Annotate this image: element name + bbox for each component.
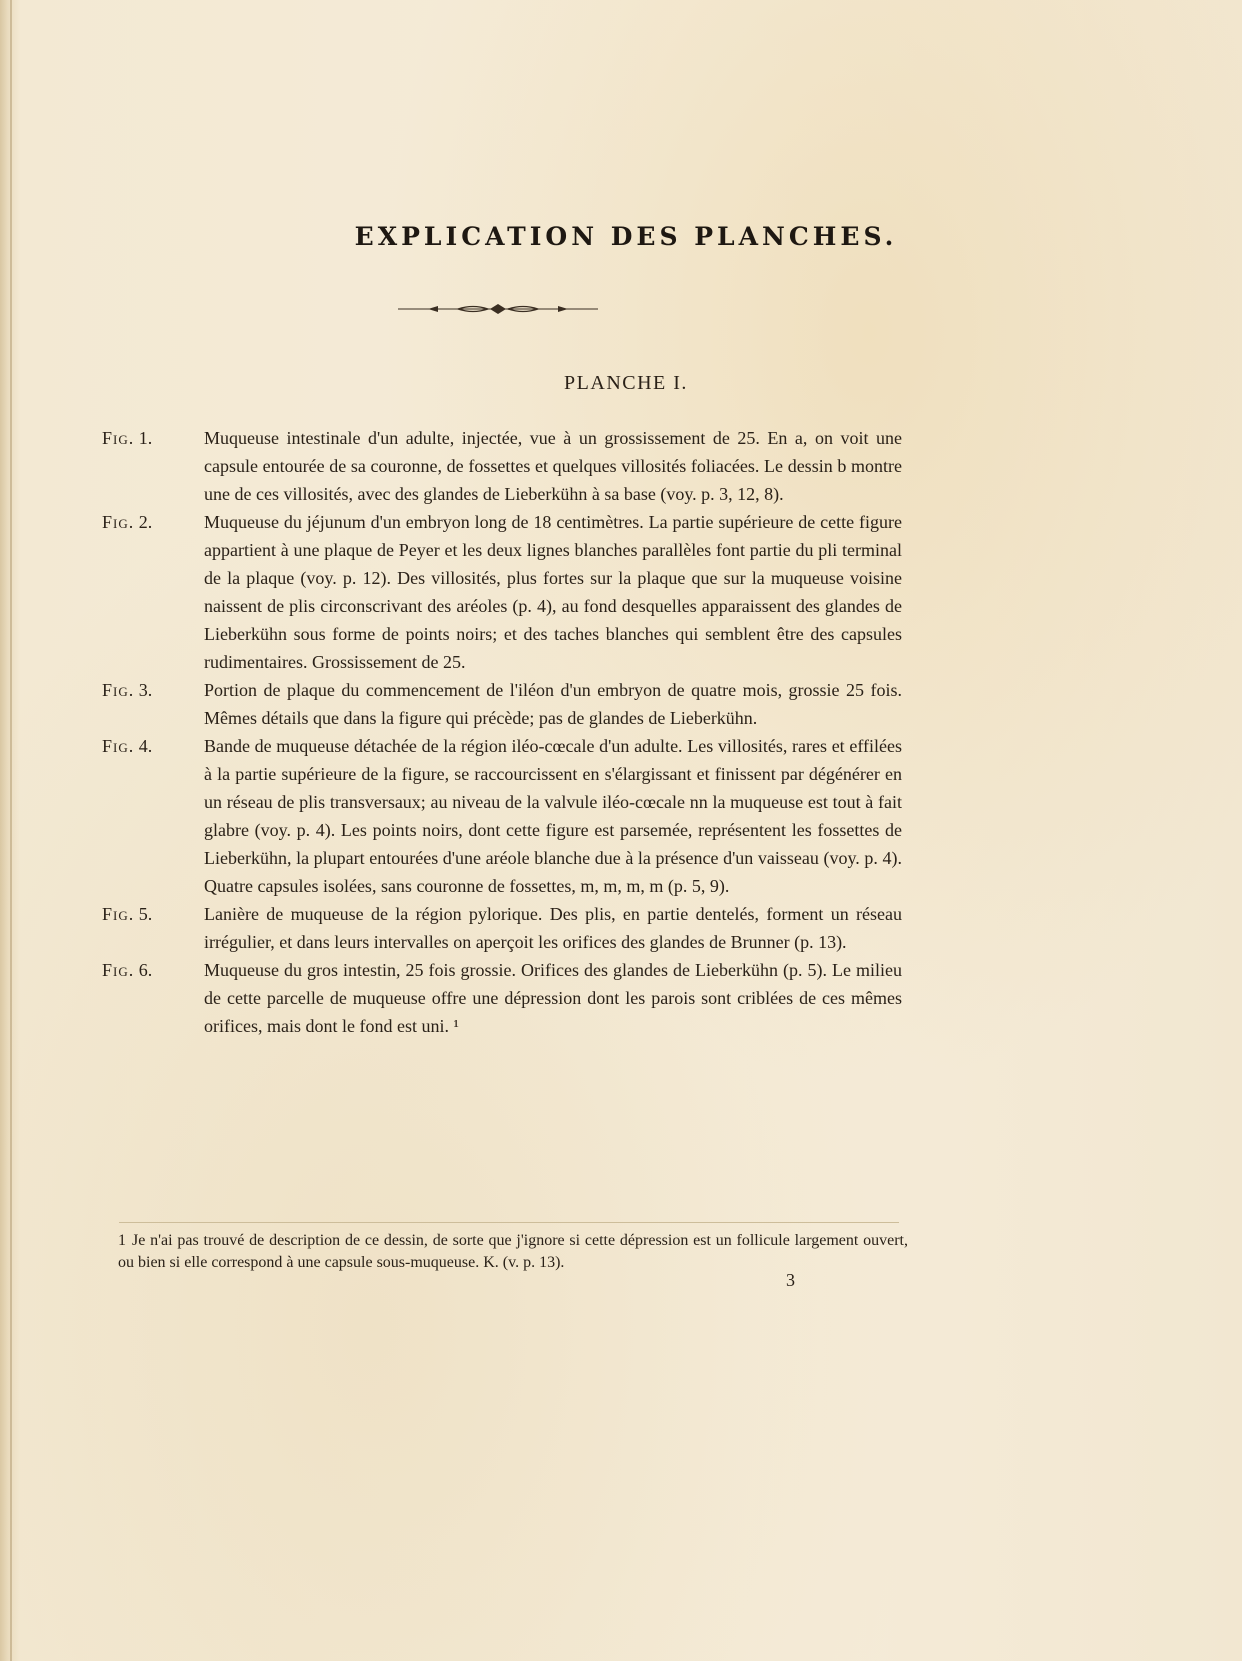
figure-text: Portion de plaque du commencement de l'iléon d'un embryon de quatre mois, grossie 25 fois. Mêmes détails que dans la figure qui précède; pas de glandes de Lieberkühn. <box>204 680 902 728</box>
page-number: 3 <box>786 1270 795 1290</box>
figure-item <box>102 732 902 900</box>
figure-text: Muqueuse du jéjunum d'un embryon long de 18 centimètres. La partie supérieure de cette figure appartient à une plaque de Peyer et les deux lignes blanches parallèles font partie du pli terminal de la plaque (voy. p. 12). Des villosités, plus fortes sur la plaque que sur la muqueuse voisine naissent de plis circonscrivant des aréoles (p. 4), au fond desquelles apparaissent des glandes de Lieberkühn sous forme de points noirs; et des taches blanches qui semblent être des capsules rudimentaires. Grossissement de 25. <box>204 512 902 672</box>
figure-label: Fig. 4. <box>102 736 153 756</box>
figure-label: Fig. 1. <box>102 428 153 448</box>
figure-item <box>102 956 902 1040</box>
figure-text: Bande de muqueuse détachée de la région iléo-cœcale d'un adulte. Les villosités, rares et effilées à la partie supérieure de la figure, se raccourcissent en s'élargissant et finissent par dégénérer en un réseau de plis transversaux; au niveau de la valvule iléo-cœcale nn la muqueuse est tout à fait glabre (voy. p. 4). Les points noirs, dont cette figure est parsemée, représentent les fossettes de Lieberkühn, la plupart entourées d'une aréole blanche due à la présence d'un vaisseau (voy. p. 4). Quatre capsules isolées, sans couronne de fossettes, m, m, m, m (p. 5, 9). <box>204 736 902 896</box>
figure-text: Muqueuse intestinale d'un adulte, injectée, vue à un grossissement de 25. En a, on voit une capsule entourée de sa couronne, de fossettes et quelques villosités foliacées. Le dessin b montre une de ces villosités, avec des glandes de Lieberkühn à sa base (voy. p. 3, 12, 8). <box>204 428 902 504</box>
footnote <box>118 1230 908 1274</box>
figure-label: Fig. 2. <box>102 512 153 532</box>
figure-list <box>102 424 902 1040</box>
figure-text: Lanière de muqueuse de la région pylorique. Des plis, en partie dentelés, forment un réseau irrégulier, et dans leurs intervalles on aperçoit les orifices des glandes de Brunner (p. 13). <box>204 904 902 952</box>
footnote-mark: 1 <box>118 1232 126 1249</box>
figure-item <box>102 676 902 732</box>
page-title: EXPLICATION DES PLANCHES. <box>354 222 898 251</box>
figure-item <box>102 424 902 508</box>
footnote-text: Je n'ai pas trouvé de description de ce dessin, de sorte que j'ignore si cette dépression est un follicule largement ouvert, ou bien si elle correspond à une capsule sous-muqueuse. K. (v. p. 13). <box>118 1232 908 1271</box>
figure-item <box>102 508 902 676</box>
figure-label: Fig. 5. <box>102 904 153 924</box>
figure-item <box>102 900 902 956</box>
figure-label: Fig. 6. <box>102 960 153 980</box>
plate-heading: PLANCHE I. <box>564 372 688 394</box>
decorative-rule-icon <box>398 302 598 316</box>
footnote-divider <box>119 1222 899 1223</box>
figure-label: Fig. 3. <box>102 680 153 700</box>
figure-text: Muqueuse du gros intestin, 25 fois grossie. Orifices des glandes de Lieberkühn (p. 5). Le milieu de cette parcelle de muqueuse offre une dépression dont les parois sont criblées de ces mêmes orifices, mais dont le fond est uni. ¹ <box>204 960 902 1036</box>
